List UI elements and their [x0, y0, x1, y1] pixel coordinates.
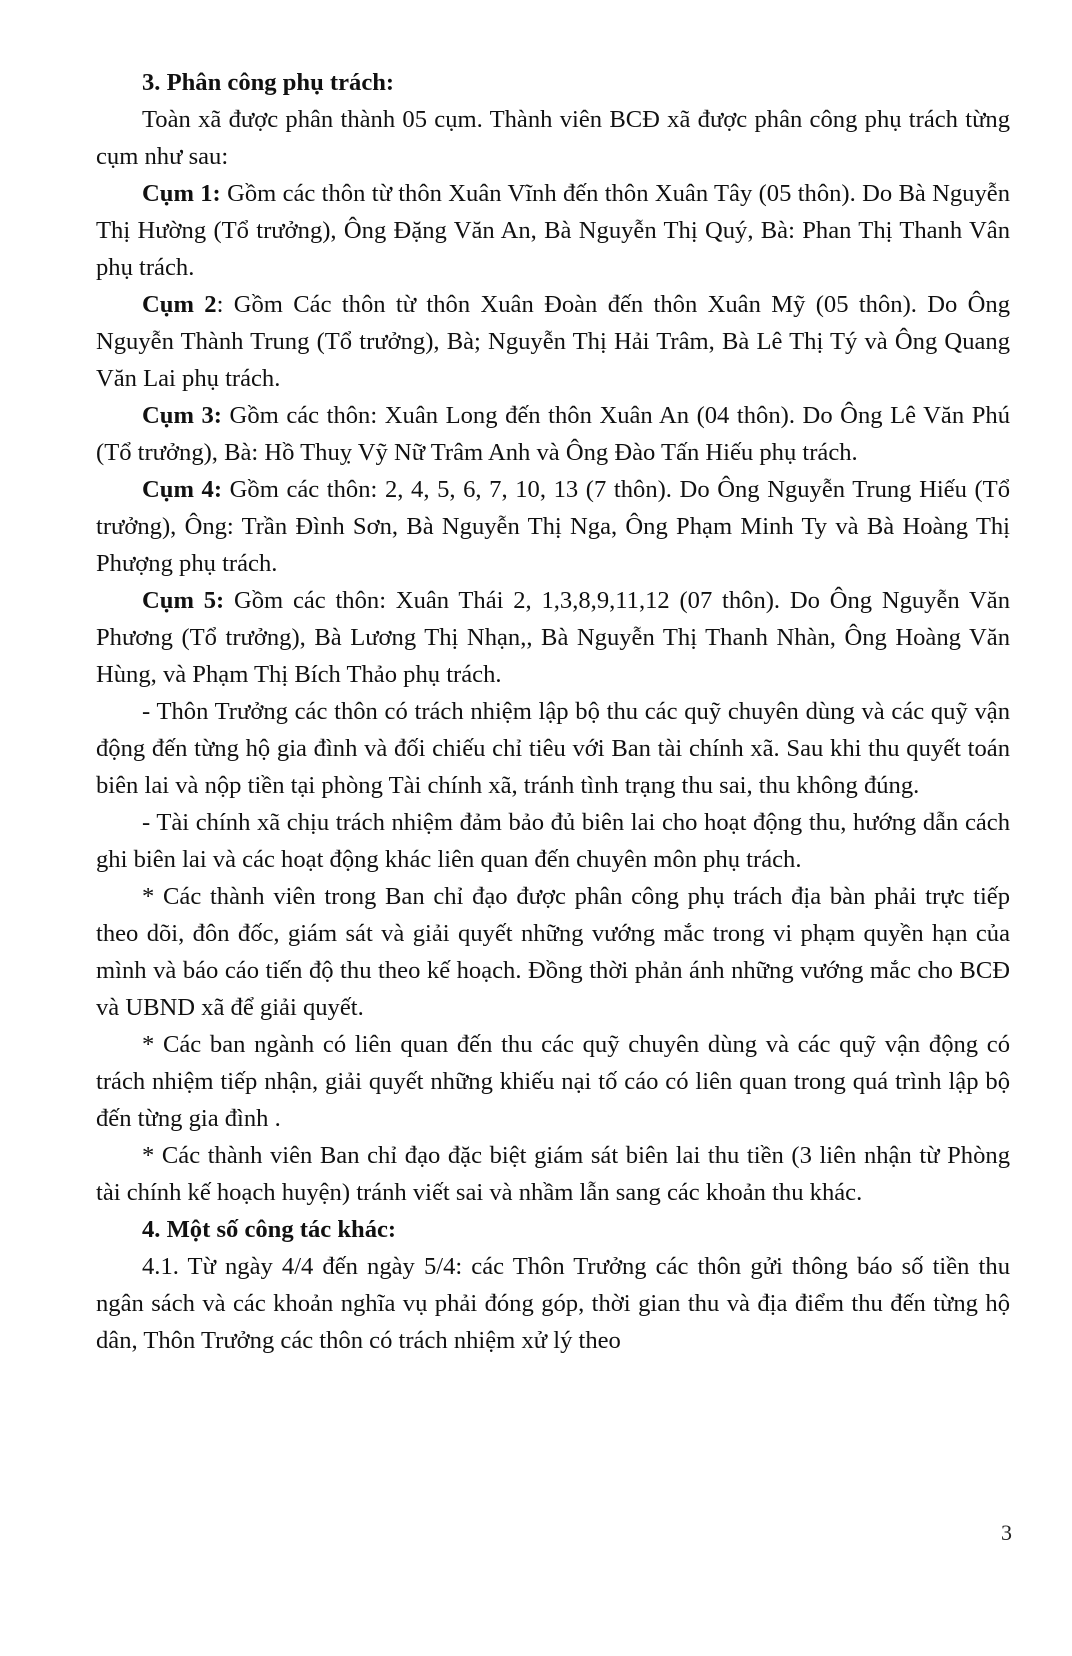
cluster-label: Cụm 4: [142, 476, 223, 503]
cluster-2 [96, 286, 1010, 397]
paragraph-4-1: 4.1. Từ ngày 4/4 đến ngày 5/4: các Thôn Trưởng các thôn gửi thông báo số tiền thu ngân sách và các khoản nghĩa vụ phải đóng góp, thời gian thu và địa điểm thu đến từng hộ dân, Thôn Trưởng các thôn có trách nhiệm xử lý theo [96, 1253, 1010, 1354]
cluster-text: Gồm các thôn từ thôn Xuân Vĩnh đến thôn Xuân Tây (05 thôn). Do Bà Nguyễn Thị Hường (Tổ trưởng), Ông Đặng Văn An, Bà Nguyễn Thị Quý, Bà: Phan Thị Thanh Vân phụ trách. [96, 180, 1010, 281]
cluster-5 [96, 582, 1010, 693]
paragraph-finance: - Tài chính xã chịu trách nhiệm đảm bảo đủ biên lai cho hoạt động thu, hướng dẫn cách ghi biên lai và các hoạt động khác liên quan đến chuyên môn phụ trách. [96, 809, 1010, 873]
section-3-heading: 3. Phân công phụ trách: [142, 69, 395, 96]
section-4-heading: 4. Một số công tác khác: [142, 1216, 397, 1243]
cluster-text: Gồm các thôn: Xuân Long đến thôn Xuân An (04 thôn). Do Ông Lê Văn Phú (Tổ trưởng), Bà: Hồ Thuỵ Vỹ Nữ Trâm Anh và Ông Đào Tấn Hiếu phụ trách. [96, 402, 1010, 466]
cluster-label: Cụm 3: [142, 402, 222, 429]
cluster-label: Cụm 1: [142, 180, 221, 207]
cluster-text: Gồm các thôn: 2, 4, 5, 6, 7, 10, 13 (7 thôn). Do Ông Nguyễn Trung Hiếu (Tổ trưởng), Ông: Trần Đình Sơn, Bà Nguyễn Thị Nga, Ông Phạm Minh Ty và Bà Hoàng Thị Phượng phụ trách. [96, 476, 1010, 577]
page-number: 3 [1001, 1520, 1012, 1545]
paragraph-village-heads: - Thôn Trưởng các thôn có trách nhiệm lập bộ thu các quỹ chuyên dùng và các quỹ vận động đến từng hộ gia đình và đối chiếu chỉ tiêu với Ban tài chính xã. Sau khi thu quyết toán biên lai và nộp tiền tại phòng Tài chính xã, tránh tình trạng thu sai, thu không đúng. [96, 698, 1010, 799]
cluster-text: : Gồm Các thôn từ thôn Xuân Đoàn đến thôn Xuân Mỹ (05 thôn). Do Ông Nguyễn Thành Trung (Tổ trưởng), Bà; Nguyễn Thị Hải Trâm, Bà Lê Thị Tý và Ông Quang Văn Lai phụ trách. [96, 291, 1010, 392]
cluster-label: Cụm 5: [142, 587, 225, 614]
section-3-intro: Toàn xã được phân thành 05 cụm. Thành viên BCĐ xã được phân công phụ trách từng cụm như sau: [96, 106, 1010, 170]
paragraph-departments: * Các ban ngành có liên quan đến thu các quỹ chuyên dùng và các quỹ vận động có trách nhiệm tiếp nhận, giải quyết những khiếu nại tố cáo có liên quan trong quá trình lập bộ đến từng gia đình . [96, 1031, 1010, 1132]
document-page [96, 64, 1010, 1359]
cluster-label: Cụm 2 [142, 291, 217, 318]
cluster-text: Gồm các thôn: Xuân Thái 2, 1,3,8,9,11,12 (07 thôn). Do Ông Nguyễn Văn Phương (Tổ trưởng), Bà Lương Thị Nhạn,, Bà Nguyễn Thị Thanh Nhàn, Ông Hoàng Văn Hùng, và Phạm Thị Bích Thảo phụ trách. [96, 587, 1011, 688]
cluster-4 [96, 471, 1010, 582]
cluster-1 [96, 175, 1010, 286]
paragraph-steering-members: * Các thành viên trong Ban chỉ đạo được phân công phụ trách địa bàn phải trực tiếp theo dõi, đôn đốc, giám sát và giải quyết những vướng mắc trong vi phạm quyền hạn của mình và báo cáo tiến độ thu theo kế hoạch. Đồng thời phản ánh những vướng mắc cho BCĐ và UBND xã để giải quyết. [96, 883, 1010, 1021]
paragraph-receipts: * Các thành viên Ban chỉ đạo đặc biệt giám sát biên lai thu tiền (3 liên nhận từ Phòng tài chính kế hoạch huyện) tránh viết sai và nhầm lẫn sang các khoản thu khác. [96, 1142, 1010, 1206]
cluster-3 [96, 397, 1010, 471]
